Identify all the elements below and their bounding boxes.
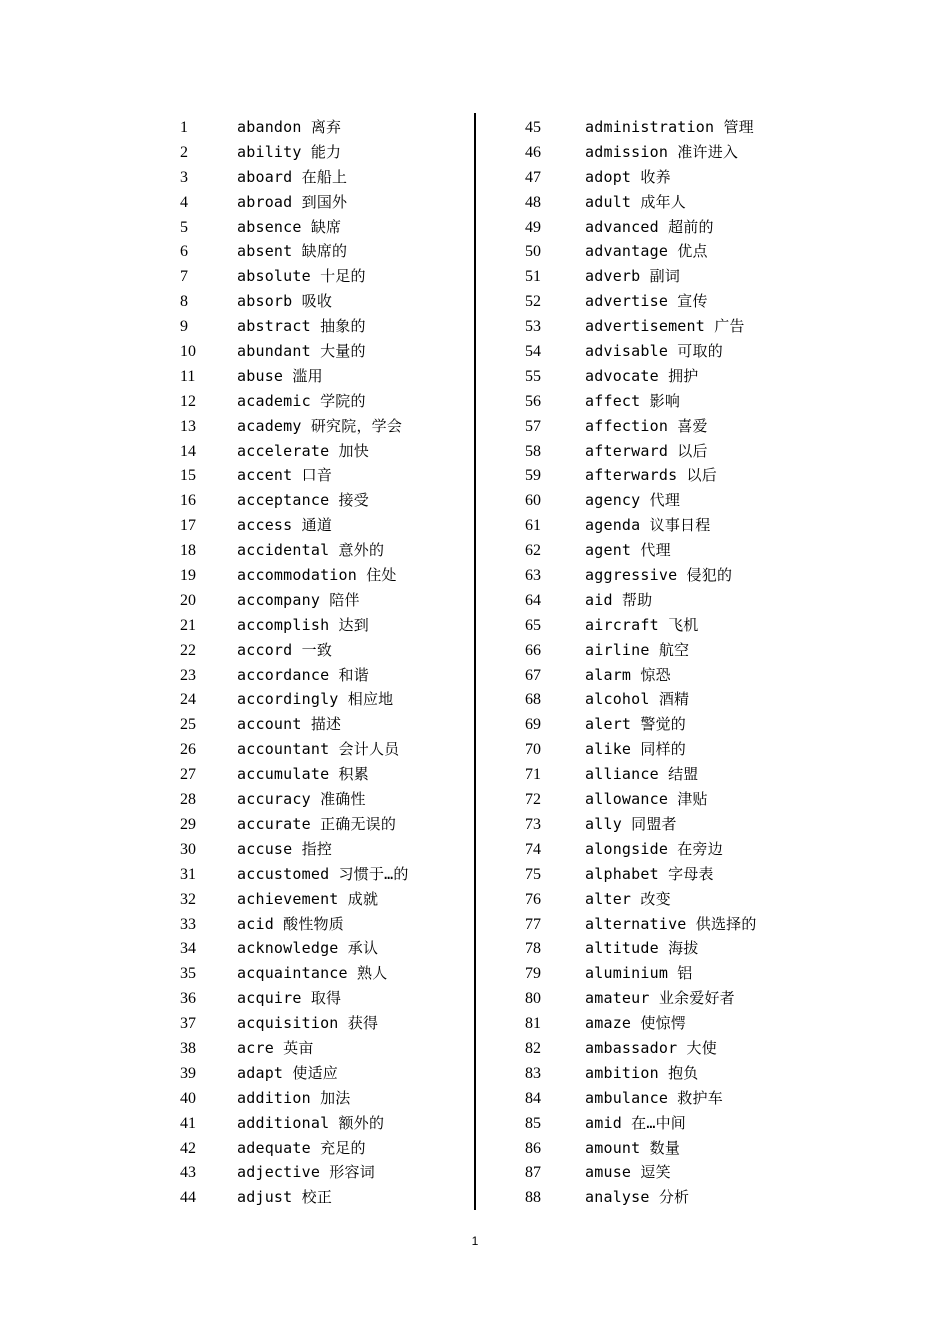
entry-text: adjective 形容词 — [237, 1163, 375, 1182]
entry-number: 30 — [180, 840, 196, 858]
entry-text: abuse 滥用 — [237, 366, 323, 385]
word-entry — [170, 1111, 409, 1136]
entry-text: airline 航空 — [585, 640, 690, 659]
page-number: 1 — [471, 1234, 479, 1248]
entry-number: 74 — [525, 840, 541, 858]
entry-text: abstract 抽象的 — [237, 317, 366, 336]
entry-text: accuracy 准确性 — [237, 790, 366, 809]
entry-number: 41 — [180, 1114, 196, 1132]
word-entry — [170, 513, 409, 538]
entry-text: analyse 分析 — [585, 1188, 690, 1207]
entry-number: 14 — [180, 442, 196, 460]
entry-number: 57 — [525, 417, 541, 435]
word-entry — [517, 1061, 757, 1086]
entry-text: altitude 海拔 — [585, 939, 699, 958]
word-entry — [517, 1160, 757, 1185]
entry-number: 43 — [180, 1164, 196, 1182]
word-list-right-column — [517, 115, 757, 1210]
word-entry — [517, 339, 757, 364]
word-entry — [517, 663, 757, 688]
entry-text: accord 一致 — [237, 640, 333, 659]
word-entry — [517, 1036, 757, 1061]
entry-text: admission 准许进入 — [585, 142, 739, 161]
word-entry — [517, 190, 757, 215]
entry-number: 51 — [525, 268, 541, 286]
entry-text: advanced 超前的 — [585, 217, 714, 236]
entry-number: 58 — [525, 442, 541, 460]
entry-text: accomplish 达到 — [237, 615, 369, 634]
word-entry — [517, 613, 757, 638]
word-entry — [170, 1011, 409, 1036]
entry-text: agenda 议事日程 — [585, 516, 711, 535]
entry-text: allowance 津贴 — [585, 790, 708, 809]
word-entry — [170, 563, 409, 588]
word-entry — [517, 1136, 757, 1161]
word-entry — [517, 364, 757, 389]
word-entry — [170, 1185, 409, 1210]
entry-number: 10 — [180, 343, 196, 361]
entry-number: 76 — [525, 890, 541, 908]
entry-text: acquire 取得 — [237, 989, 342, 1008]
entry-text: accuse 指控 — [237, 839, 333, 858]
word-entry — [517, 414, 757, 439]
entry-text: alternative 供选择的 — [585, 914, 757, 933]
word-entry — [517, 712, 757, 737]
entry-text: achievement 成就 — [237, 889, 379, 908]
entry-text: ambulance 救护车 — [585, 1088, 723, 1107]
word-entry — [170, 1086, 409, 1111]
word-entry — [517, 439, 757, 464]
entry-text: accidental 意外的 — [237, 541, 385, 560]
entry-number: 72 — [525, 791, 541, 809]
entry-number: 60 — [525, 492, 541, 510]
entry-number: 47 — [525, 168, 541, 186]
entry-number: 29 — [180, 815, 196, 833]
word-entry — [517, 1086, 757, 1111]
entry-number: 23 — [180, 666, 196, 684]
entry-number: 39 — [180, 1064, 196, 1082]
entry-number: 37 — [180, 1015, 196, 1033]
word-entry — [517, 538, 757, 563]
word-entry — [170, 239, 409, 264]
entry-number: 85 — [525, 1114, 541, 1132]
entry-number: 12 — [180, 392, 196, 410]
entry-number: 56 — [525, 392, 541, 410]
entry-number: 46 — [525, 143, 541, 161]
entry-number: 48 — [525, 193, 541, 211]
word-entry — [517, 812, 757, 837]
word-entry — [517, 687, 757, 712]
entry-number: 65 — [525, 616, 541, 634]
entry-number: 80 — [525, 990, 541, 1008]
entry-text: alliance 结盟 — [585, 765, 699, 784]
word-entry — [517, 488, 757, 513]
entry-text: ambassador 大使 — [585, 1038, 717, 1057]
word-entry — [517, 638, 757, 663]
entry-number: 71 — [525, 766, 541, 784]
entry-text: alter 改变 — [585, 889, 671, 908]
entry-number: 3 — [180, 168, 188, 186]
entry-text: aircraft 飞机 — [585, 615, 699, 634]
word-entry — [170, 1136, 409, 1161]
word-entry — [517, 463, 757, 488]
entry-text: accordingly 相应地 — [237, 690, 394, 709]
entry-number: 40 — [180, 1089, 196, 1107]
entry-text: accountant 会计人员 — [237, 740, 400, 759]
word-entry — [170, 488, 409, 513]
entry-number: 45 — [525, 119, 541, 136]
entry-text: affect 影响 — [585, 391, 681, 410]
entry-number: 27 — [180, 766, 196, 784]
entry-number: 55 — [525, 367, 541, 385]
entry-text: accordance 和谐 — [237, 665, 369, 684]
entry-number: 22 — [180, 641, 196, 659]
entry-text: aggressive 侵犯的 — [585, 566, 733, 585]
entry-text: acceptance 接受 — [237, 491, 369, 510]
entry-text: absent 缺席的 — [237, 242, 348, 261]
word-entry — [517, 1111, 757, 1136]
word-entry — [517, 912, 757, 937]
entry-text: aboard 在船上 — [237, 167, 348, 186]
entry-number: 20 — [180, 591, 196, 609]
word-entry — [517, 215, 757, 240]
word-entry — [517, 936, 757, 961]
entry-text: accustomed 习惯于…的 — [237, 864, 409, 883]
word-entry — [517, 1011, 757, 1036]
entry-number: 83 — [525, 1064, 541, 1082]
entry-number: 81 — [525, 1015, 541, 1033]
word-entry — [170, 961, 409, 986]
entry-number: 44 — [180, 1189, 196, 1207]
entry-text: acid 酸性物质 — [237, 914, 344, 933]
word-entry — [170, 936, 409, 961]
entry-text: alert 警觉的 — [585, 715, 686, 734]
word-entry — [517, 389, 757, 414]
word-entry — [170, 812, 409, 837]
entry-number: 86 — [525, 1139, 541, 1157]
entry-number: 52 — [525, 293, 541, 311]
entry-number: 7 — [180, 268, 188, 286]
entry-text: accelerate 加快 — [237, 441, 369, 460]
entry-number: 32 — [180, 890, 196, 908]
entry-text: amaze 使惊愕 — [585, 1014, 686, 1033]
entry-text: ability 能力 — [237, 142, 342, 161]
word-entry — [517, 563, 757, 588]
word-entry — [170, 414, 409, 439]
word-entry — [517, 986, 757, 1011]
word-entry — [517, 862, 757, 887]
word-entry — [517, 787, 757, 812]
entry-text: adverb 副词 — [585, 267, 681, 286]
word-entry — [170, 140, 409, 165]
entry-text: accommodation 住处 — [237, 566, 397, 585]
word-entry — [170, 364, 409, 389]
entry-text: absolute 十足的 — [237, 267, 366, 286]
entry-text: absorb 吸收 — [237, 292, 333, 311]
word-entry — [170, 737, 409, 762]
entry-text: alarm 惊恐 — [585, 665, 671, 684]
word-entry — [517, 165, 757, 190]
entry-number: 16 — [180, 492, 196, 510]
word-entry — [517, 837, 757, 862]
word-entry — [170, 837, 409, 862]
entry-number: 84 — [525, 1089, 541, 1107]
column-divider — [474, 113, 476, 1210]
word-entry — [170, 787, 409, 812]
entry-text: alongside 在旁边 — [585, 839, 723, 858]
entry-number: 62 — [525, 542, 541, 560]
entry-text: advantage 优点 — [585, 242, 708, 261]
entry-text: acre 英亩 — [237, 1038, 314, 1057]
entry-number: 31 — [180, 865, 196, 883]
entry-text: adopt 收养 — [585, 167, 671, 186]
word-entry — [170, 264, 409, 289]
word-entry — [170, 687, 409, 712]
entry-text: amid 在…中间 — [585, 1113, 686, 1132]
entry-number: 36 — [180, 990, 196, 1008]
word-entry — [517, 239, 757, 264]
entry-number: 87 — [525, 1164, 541, 1182]
entry-number: 82 — [525, 1039, 541, 1057]
entry-number: 17 — [180, 517, 196, 535]
word-entry — [170, 912, 409, 937]
entry-text: affection 喜爱 — [585, 416, 708, 435]
word-entry — [170, 463, 409, 488]
entry-number: 18 — [180, 542, 196, 560]
word-entry — [517, 289, 757, 314]
word-entry — [170, 762, 409, 787]
entry-number: 88 — [525, 1189, 541, 1207]
entry-text: abundant 大量的 — [237, 342, 366, 361]
word-entry — [170, 663, 409, 688]
word-entry — [517, 737, 757, 762]
entry-text: academy 研究院，学会 — [237, 416, 403, 435]
entry-number: 66 — [525, 641, 541, 659]
entry-text: acquisition 获得 — [237, 1014, 379, 1033]
entry-text: advisable 可取的 — [585, 342, 723, 361]
entry-text: ambition 抱负 — [585, 1063, 699, 1082]
entry-text: account 描述 — [237, 715, 342, 734]
entry-text: absence 缺席 — [237, 217, 342, 236]
entry-number: 64 — [525, 591, 541, 609]
entry-text: accent 口音 — [237, 466, 333, 485]
entry-text: advertise 宣传 — [585, 292, 708, 311]
entry-number: 2 — [180, 143, 188, 161]
entry-number: 75 — [525, 865, 541, 883]
entry-text: amount 数量 — [585, 1138, 681, 1157]
entry-text: addition 加法 — [237, 1088, 351, 1107]
entry-text: alike 同样的 — [585, 740, 686, 759]
word-entry — [517, 513, 757, 538]
entry-text: access 通道 — [237, 516, 333, 535]
entry-text: academic 学院的 — [237, 391, 366, 410]
word-entry — [170, 439, 409, 464]
entry-text: agency 代理 — [585, 491, 681, 510]
entry-text: acknowledge 承认 — [237, 939, 379, 958]
word-entry — [170, 638, 409, 663]
entry-text: abroad 到国外 — [237, 192, 348, 211]
entry-number: 19 — [180, 567, 196, 585]
word-entry — [517, 115, 757, 140]
entry-number: 49 — [525, 218, 541, 236]
entry-text: advocate 拥护 — [585, 366, 699, 385]
entry-text: alcohol 酒精 — [585, 690, 690, 709]
entry-number: 1 — [180, 119, 188, 136]
entry-text: adjust 校正 — [237, 1188, 333, 1207]
entry-text: amuse 逗笑 — [585, 1163, 671, 1182]
entry-text: aluminium 铝 — [585, 964, 693, 983]
entry-number: 15 — [180, 467, 196, 485]
entry-number: 67 — [525, 666, 541, 684]
entry-number: 77 — [525, 915, 541, 933]
entry-text: afterward 以后 — [585, 441, 708, 460]
word-entry — [170, 538, 409, 563]
word-entry — [517, 887, 757, 912]
word-list-left-column — [170, 115, 409, 1210]
entry-number: 63 — [525, 567, 541, 585]
word-entry — [170, 115, 409, 140]
entry-text: afterwards 以后 — [585, 466, 717, 485]
word-entry — [170, 339, 409, 364]
entry-text: adult 成年人 — [585, 192, 686, 211]
entry-text: adapt 使适应 — [237, 1063, 338, 1082]
entry-text: aid 帮助 — [585, 590, 653, 609]
entry-text: accurate 正确无误的 — [237, 814, 397, 833]
word-entry — [170, 165, 409, 190]
entry-text: alphabet 字母表 — [585, 864, 714, 883]
entry-number: 59 — [525, 467, 541, 485]
entry-text: abandon 离弃 — [237, 118, 342, 136]
word-entry — [170, 712, 409, 737]
entry-number: 53 — [525, 318, 541, 336]
entry-number: 11 — [180, 367, 196, 385]
entry-number: 24 — [180, 691, 196, 709]
entry-number: 4 — [180, 193, 188, 211]
entry-text: accumulate 积累 — [237, 765, 369, 784]
entry-text: additional 额外的 — [237, 1113, 385, 1132]
entry-number: 42 — [180, 1139, 196, 1157]
entry-number: 78 — [525, 940, 541, 958]
word-entry — [170, 1061, 409, 1086]
word-entry — [517, 588, 757, 613]
entry-text: ally 同盟者 — [585, 814, 677, 833]
entry-number: 8 — [180, 293, 188, 311]
entry-number: 69 — [525, 716, 541, 734]
entry-text: acquaintance 熟人 — [237, 964, 388, 983]
word-entry — [517, 264, 757, 289]
word-entry — [170, 190, 409, 215]
word-entry — [170, 289, 409, 314]
word-entry — [170, 588, 409, 613]
entry-number: 61 — [525, 517, 541, 535]
entry-number: 70 — [525, 741, 541, 759]
entry-number: 9 — [180, 318, 188, 336]
entry-number: 5 — [180, 218, 188, 236]
entry-number: 26 — [180, 741, 196, 759]
entry-text: agent 代理 — [585, 541, 671, 560]
entry-number: 28 — [180, 791, 196, 809]
entry-number: 6 — [180, 243, 188, 261]
word-entry — [170, 389, 409, 414]
entry-number: 35 — [180, 965, 196, 983]
entry-text: adequate 充足的 — [237, 1138, 366, 1157]
entry-number: 21 — [180, 616, 196, 634]
word-entry — [170, 986, 409, 1011]
word-entry — [170, 1036, 409, 1061]
entry-number: 50 — [525, 243, 541, 261]
entry-number: 68 — [525, 691, 541, 709]
entry-text: amateur 业余爱好者 — [585, 989, 735, 1008]
word-entry — [170, 862, 409, 887]
word-entry — [517, 762, 757, 787]
entry-number: 33 — [180, 915, 196, 933]
entry-number: 54 — [525, 343, 541, 361]
word-entry — [170, 1160, 409, 1185]
entry-number: 25 — [180, 716, 196, 734]
entry-number: 73 — [525, 815, 541, 833]
entry-number: 34 — [180, 940, 196, 958]
word-entry — [170, 887, 409, 912]
entry-number: 79 — [525, 965, 541, 983]
entry-number: 13 — [180, 417, 196, 435]
word-entry — [170, 314, 409, 339]
word-entry — [170, 613, 409, 638]
entry-text: administration 管理 — [585, 118, 754, 136]
word-entry — [517, 314, 757, 339]
word-entry — [517, 1185, 757, 1210]
word-entry — [517, 961, 757, 986]
word-entry — [517, 140, 757, 165]
entry-number: 38 — [180, 1039, 196, 1057]
word-entry — [170, 215, 409, 240]
entry-text: accompany 陪伴 — [237, 590, 360, 609]
entry-text: advertisement 广告 — [585, 317, 745, 336]
